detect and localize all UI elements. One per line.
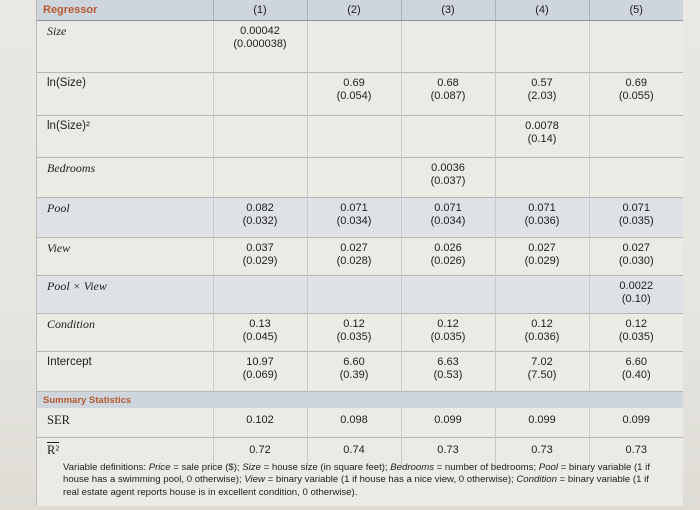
coefficient-cell (589, 276, 683, 314)
header-row (37, 0, 683, 21)
regressor-row (37, 116, 683, 158)
coefficient-cell (495, 116, 589, 158)
summary-value: 0.72 (213, 438, 307, 468)
standard-error: (0.40) (621, 369, 651, 381)
coefficient-value: 0.027 (622, 242, 651, 254)
coefficient-value: 0.071 (340, 202, 368, 214)
coefficient-cell (307, 73, 401, 116)
variable-name: View (244, 474, 265, 486)
regressor-label: ln(Size) (37, 73, 213, 116)
standard-error: (0.029) (524, 255, 560, 267)
regressor-label: Pool × View (37, 276, 213, 314)
summary-value: 0.099 (622, 414, 651, 426)
coefficient-value: 0.12 (625, 318, 647, 330)
standard-error: (0.035) (618, 331, 654, 343)
regressor-label: View (37, 238, 213, 276)
regressor-row (37, 73, 683, 116)
standard-error: (0.045) (242, 331, 278, 343)
standard-error: (0.087) (430, 90, 466, 102)
coefficient-cell (589, 21, 683, 73)
standard-error: (0.39) (339, 369, 369, 381)
coefficient-cell (213, 276, 307, 314)
regressor-label: Condition (37, 314, 213, 352)
column-header: (5) (589, 0, 683, 21)
coefficient-cell (401, 352, 495, 392)
coefficient-value: 0.69 (625, 77, 647, 89)
regressor-header: Regressor (37, 0, 213, 21)
coefficient-cell (213, 116, 307, 158)
coefficient-cell (495, 352, 589, 392)
regressor-row (37, 314, 683, 352)
standard-error: (0.037) (430, 175, 466, 187)
coefficient-cell (213, 352, 307, 392)
standard-error: (0.034) (430, 215, 466, 227)
standard-error: (0.026) (430, 255, 466, 267)
coefficient-value: 10.97 (246, 356, 274, 368)
summary-value: 0.098 (307, 408, 401, 438)
standard-error: (0.000038) (233, 38, 287, 50)
summary-value: 0.73 (625, 444, 647, 456)
summary-label: SER (37, 408, 213, 438)
standard-error: (0.054) (336, 90, 372, 102)
coefficient-value: 0.0022 (619, 280, 654, 292)
coefficient-value: 0.12 (343, 318, 365, 330)
coefficient-cell (495, 238, 589, 276)
coefficient-cell (495, 198, 589, 238)
coefficient-cell (589, 73, 683, 116)
coefficient-cell (401, 314, 495, 352)
coefficient-cell (307, 276, 401, 314)
coefficient-value: 6.63 (437, 356, 459, 368)
coefficient-value: 0.57 (531, 77, 553, 89)
coefficient-cell (213, 238, 307, 276)
coefficient-cell (213, 158, 307, 198)
coefficient-value: 0.13 (249, 318, 271, 330)
standard-error: (0.030) (618, 255, 654, 267)
coefficient-value: 0.12 (531, 318, 553, 330)
regression-table-sheet (36, 0, 683, 506)
coefficient-cell (495, 21, 589, 73)
summary-value: 0.099 (401, 408, 495, 438)
regressor-label: ln(Size)² (37, 116, 213, 158)
standard-error: (0.069) (242, 369, 278, 381)
standard-error: (2.03) (527, 90, 557, 102)
standard-error: (7.50) (527, 369, 557, 381)
coefficient-cell (589, 314, 683, 352)
coefficient-value: 0.0036 (431, 162, 465, 174)
coefficient-value: 0.037 (246, 242, 274, 254)
coefficient-cell (307, 352, 401, 392)
coefficient-value: 0.0078 (525, 120, 559, 132)
coefficient-value: 0.026 (434, 242, 462, 254)
coefficient-cell (307, 158, 401, 198)
coefficient-cell (307, 116, 401, 158)
variable-definition: = house size (in square feet); (260, 462, 391, 473)
coefficient-cell (495, 276, 589, 314)
coefficient-cell (307, 238, 401, 276)
standard-error: (0.029) (242, 255, 278, 267)
coefficient-value: 0.027 (340, 242, 368, 254)
coefficient-cell (307, 198, 401, 238)
coefficient-value: 0.071 (434, 202, 462, 214)
coefficient-cell (589, 352, 683, 392)
coefficient-value: 0.69 (343, 77, 365, 89)
regressor-label: Pool (37, 198, 213, 238)
coefficient-value: 0.00042 (240, 25, 280, 37)
coefficient-value: 0.12 (437, 318, 459, 330)
standard-error: (0.034) (336, 215, 372, 227)
standard-error: (0.53) (433, 369, 463, 381)
variable-name: Pool (538, 462, 558, 473)
variable-name: Size (242, 462, 261, 473)
variable-definition: = binary variable (1 if house has a nice view, 0 otherwise); (264, 474, 517, 486)
standard-error: (0.10) (621, 293, 651, 305)
coefficient-cell (589, 198, 683, 238)
coefficient-cell (401, 116, 495, 158)
column-header: (2) (307, 0, 401, 21)
variable-definition: = number of bedrooms; (434, 462, 539, 473)
summary-heading: Summary Statistics (37, 392, 683, 409)
standard-error: (0.032) (242, 215, 278, 227)
standard-error: (0.14) (527, 133, 557, 145)
coefficient-cell (495, 73, 589, 116)
standard-error: (0.035) (430, 331, 466, 343)
variable-name: Price (148, 462, 171, 473)
regressor-row (37, 238, 683, 276)
regressor-row (37, 276, 683, 314)
summary-value: 0.102 (213, 408, 307, 438)
coefficient-cell (401, 198, 495, 238)
summary-value: 0.73 (401, 438, 495, 468)
coefficient-value: 0.027 (528, 242, 556, 254)
coefficient-cell (307, 314, 401, 352)
variable-name: Condition (516, 474, 557, 486)
coefficient-cell (401, 238, 495, 276)
regression-table (37, 0, 683, 467)
standard-error: (0.035) (336, 331, 372, 343)
coefficient-cell (401, 276, 495, 314)
coefficient-value: 6.60 (343, 356, 365, 368)
coefficient-value: 0.071 (622, 202, 651, 214)
regressor-label: Intercept (37, 352, 213, 392)
coefficient-cell (213, 21, 307, 73)
regressor-label: Bedrooms (37, 158, 213, 198)
summary-label: R² (37, 438, 213, 468)
regressor-row (37, 198, 683, 238)
coefficient-cell (495, 158, 589, 198)
column-header: (4) (495, 0, 589, 21)
variable-definition: = sale price ($); (170, 462, 243, 473)
coefficient-cell (589, 238, 683, 276)
coefficient-value: 6.60 (625, 356, 647, 368)
coefficient-cell (589, 116, 683, 158)
coefficient-value: 0.68 (437, 77, 459, 89)
coefficient-cell (307, 21, 401, 73)
regressor-row (37, 21, 683, 73)
coefficient-cell (589, 158, 683, 198)
standard-error: (0.036) (524, 215, 560, 227)
standard-error: (0.036) (524, 331, 560, 343)
coefficient-value: 7.02 (531, 356, 553, 368)
summary-row (37, 408, 683, 438)
variable-definitions-note (63, 462, 663, 499)
summary-value: 0.73 (495, 438, 589, 468)
coefficient-cell (495, 314, 589, 352)
coefficient-value: 0.082 (246, 202, 274, 214)
regressor-row (37, 158, 683, 198)
coefficient-cell (401, 73, 495, 116)
regressor-label: Size (37, 21, 213, 73)
standard-error: (0.028) (336, 255, 372, 267)
coefficient-cell (213, 314, 307, 352)
coefficient-cell (401, 158, 495, 198)
column-header: (3) (401, 0, 495, 21)
coefficient-cell (401, 21, 495, 73)
standard-error: (0.055) (618, 90, 654, 102)
coefficient-cell (213, 73, 307, 116)
summary-heading-row (37, 392, 683, 409)
summary-value: 0.099 (495, 408, 589, 438)
coefficient-value: 0.071 (528, 202, 556, 214)
variable-name: Bedrooms (390, 462, 434, 473)
variable-definition: = binary variable (1 if house has a swimming pool, 0 otherwise); (63, 462, 650, 486)
coefficient-cell (213, 198, 307, 238)
variable-definition: = binary variable (1 if real estate agent reports house is in excellent condition, 0 otherwise). (63, 474, 649, 498)
note-lead: Variable definitions: (63, 462, 149, 473)
regressor-row (37, 352, 683, 392)
summary-value: 0.74 (307, 438, 401, 468)
column-header: (1) (213, 0, 307, 21)
standard-error: (0.035) (618, 215, 654, 227)
